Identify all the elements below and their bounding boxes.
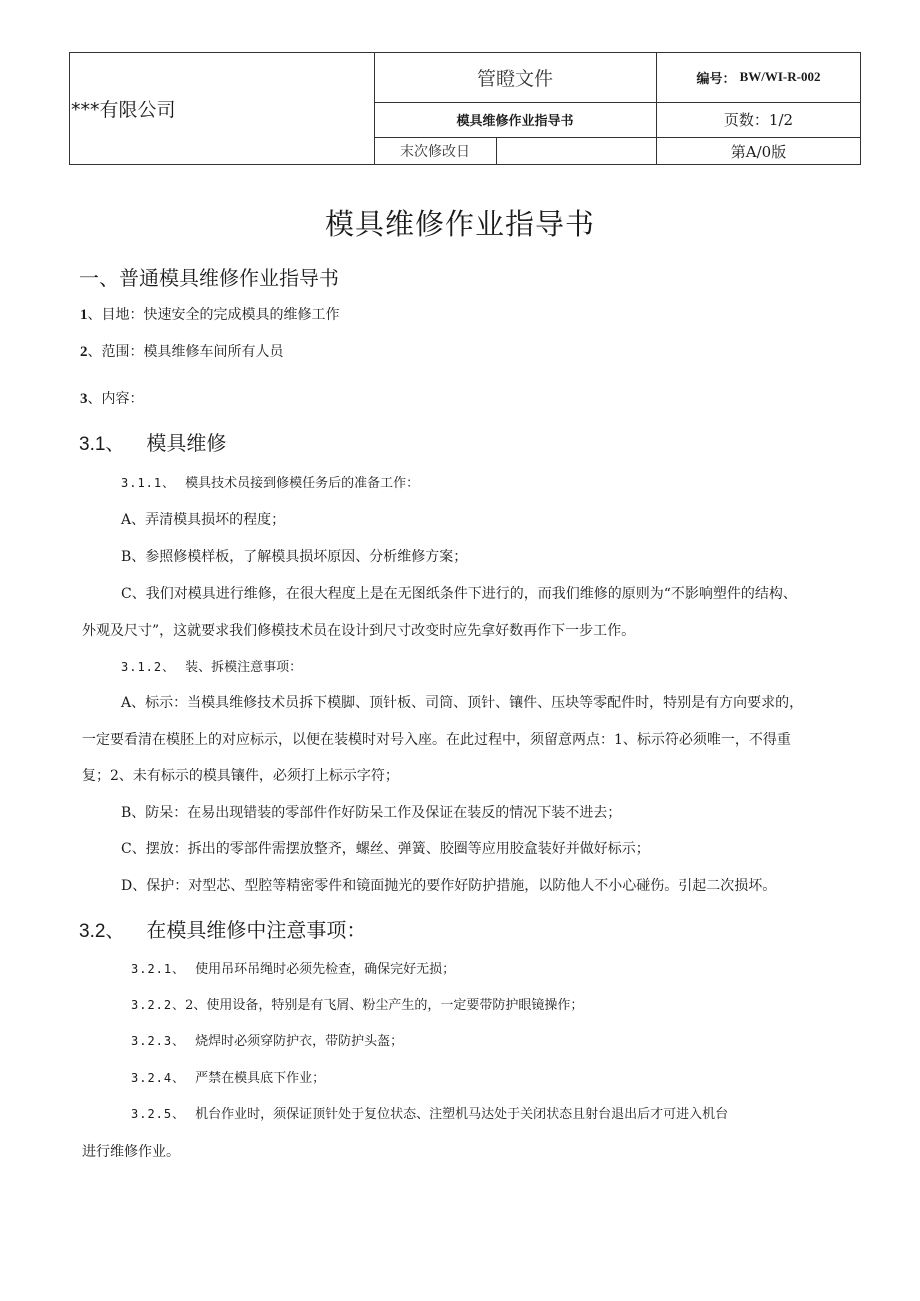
item-number: 1 [80,307,88,323]
list-item [80,304,340,324]
clause-text: 装、拆模注意事项： [185,660,303,675]
last-revised-value [496,137,656,165]
document-title-cell: 模具维修作业指导书 [456,114,574,129]
paragraph: B、参照修模样板，了解模具损坏原因、分析维修方案； [121,549,468,565]
clause-3-2-4 [131,1067,325,1086]
document-number-value: BW/WI-R-002 [739,69,821,84]
clause-3-2-1 [131,958,455,977]
paragraph: C、我们对模具进行维修，在很大程度上是在无图纸条件下进行的，而我们维修的原则为“不影响塑件的结构、 [121,586,797,602]
document-number [656,52,861,102]
subsection-number: 3.2、 [79,921,125,942]
document-header-table [69,52,861,165]
paragraph: 一定要看清在模胚上的对应标示，以便在装模时对号入座。在此过程中，须留意两点：1、标示符必须唯一，不得重 [82,732,791,748]
clause-text: 严禁在模具底下作业； [195,1071,326,1086]
page-title: 模具维修作业指导书 [324,207,595,241]
clause-number: 3.1.2、 [121,660,176,674]
list-item [80,341,284,361]
clause-number: 3.2.1、 [131,962,186,976]
clause-number: 3.1.1、 [121,476,176,490]
clause-number: 3.2.5、 [131,1107,186,1121]
paragraph: C、摆放：拆出的零部件需摆放整齐，螺丝、弹簧、胶圈等应用胶盒装好并做好标示； [121,841,650,857]
item-text: 、内容： [87,391,144,407]
version-label: 第A/0版 [730,142,787,161]
clause-3-2-5 [131,1103,728,1122]
subsection-title: 模具维修 [146,431,227,455]
clause-text: 烧焊时必须穿防护衣，带防护头盔； [195,1034,404,1049]
document-number-label: 编号： [696,71,736,87]
item-number: 2 [80,344,88,360]
subsection-title: 在模具维修中注意事项： [146,918,367,942]
page-count: 页数：1/2 [723,111,794,129]
clause-number: 3.2.4、 [131,1071,186,1085]
document-type: 管瞪文件 [476,67,553,90]
subsection-heading-3-1 [79,427,226,456]
item-number: 3 [80,391,88,407]
clause-number: 3.2.2、 [131,998,186,1012]
section-heading: 一、普通模具维修作业指导书 [79,266,339,290]
subsection-number: 3.1、 [79,434,125,455]
clause-text: 机台作业时，须保证顶针处于复位状态、注塑机马达处于关闭状态且射台退出后才可进入机台 [195,1107,729,1122]
clause-3-2-2 [131,994,583,1013]
subsection-heading-3-2 [79,914,366,943]
company-name: ***有限公司 [71,99,176,121]
paragraph: A、弄清模具损坏的程度； [121,512,286,528]
last-revised-label: 末次修改日 [400,144,470,160]
clause-3-2-3 [131,1030,403,1049]
list-item [80,388,144,408]
clause-text: 2、使用设备，特别是有飞屑、粉尘产生的，一定要带防护眼镜操作； [185,998,584,1013]
paragraph: D、保护：对型芯、型腔等精密零件和镜面抛光的要作好防护措施，以防他人不小心碰伤。引起二次损坏。 [121,878,777,894]
item-text: 、范围：模具维修车间所有人员 [87,344,284,360]
paragraph: B、防呆：在易出现错装的零部件作好防呆工作及保证在装反的情况下装不进去； [121,805,622,821]
paragraph: 外观及尺寸”，这就要求我们修模技术员在设计到尺寸改变时应先拿好数再作下一步工作。 [82,623,636,639]
paragraph: 进行维修作业。 [82,1144,180,1160]
clause-text: 模具技术员接到修模任务后的准备工作： [185,476,420,491]
paragraph: 复；2、未有标示的模具镶件，必须打上标示字符； [82,768,399,784]
paragraph: A、标示：当模具维修技术员拆下模脚、顶针板、司筒、顶针、镶件、压块等零配件时，特别是有方向要求的， [121,695,804,711]
clause-text: 使用吊环吊绳时必须先检查，确保完好无损； [195,962,456,977]
clause-3-1-2 [121,656,302,675]
item-text: 、目地：快速安全的完成模具的维修工作 [87,307,340,323]
clause-number: 3.2.3、 [131,1034,186,1048]
clause-3-1-1 [121,472,419,491]
